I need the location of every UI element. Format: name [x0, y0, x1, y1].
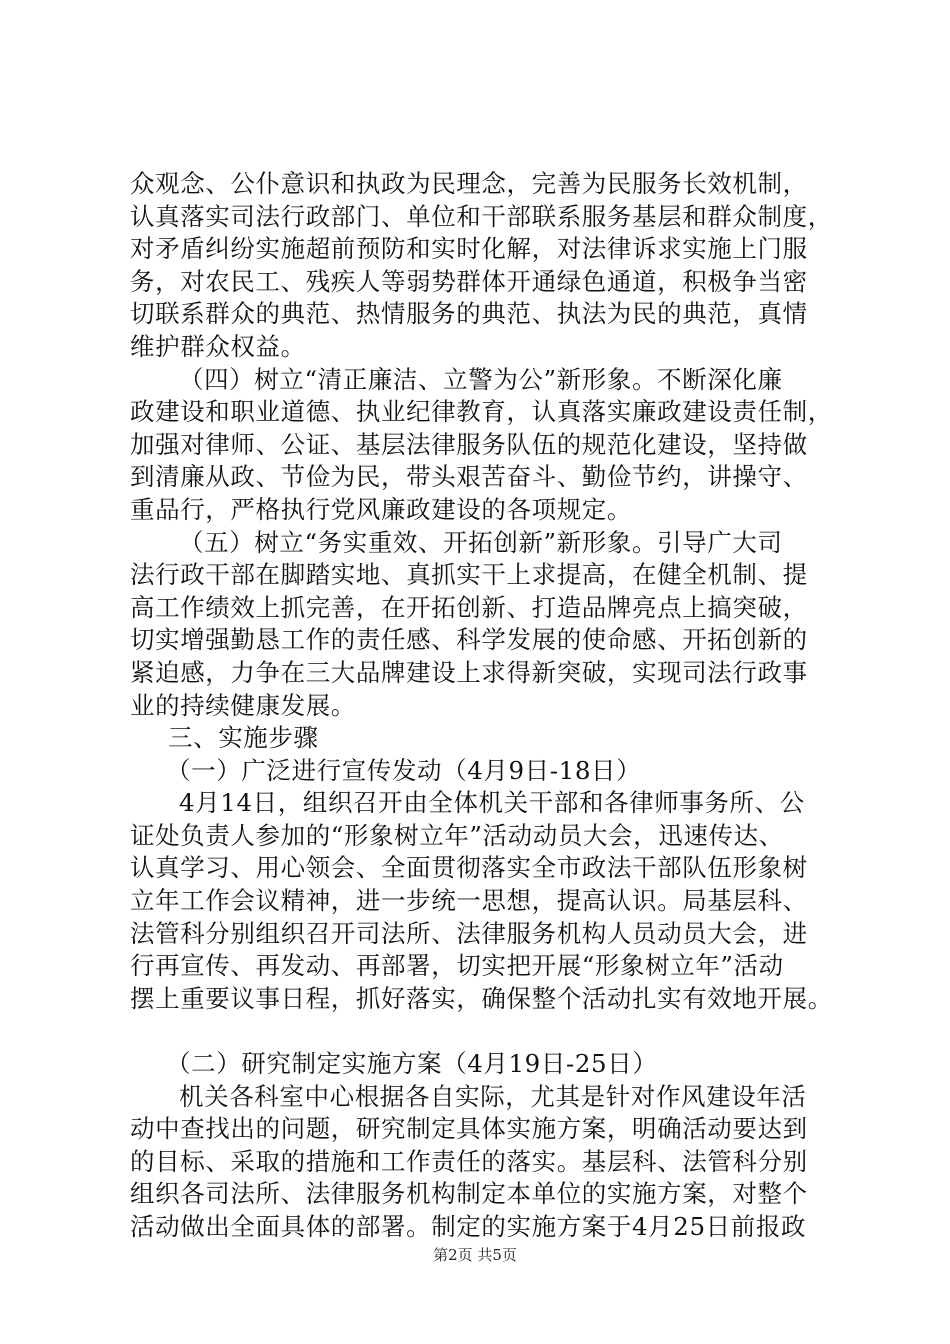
text-line: 立年工作会议精神，进一步统一思想，提高认识。局基层科、 — [130, 886, 808, 916]
text-line: 法行政干部在脚踏实地、真抓实干上求提高，在健全机制、提 — [130, 560, 808, 590]
text-line: 对矛盾纠纷实施超前预防和实时化解，对法律诉求实施上门服 — [130, 234, 808, 264]
text-line: （一）广泛进行宣传发动（4月9日-18日） — [166, 755, 642, 785]
text-line: 众观念、公仆意识和执政为民理念，完善为民服务长效机制， — [130, 169, 808, 198]
text-line: （四）树立“清正廉洁、立警为公”新形象。不断深化廉 — [179, 364, 783, 394]
text-line: 摆上重要议事日程，抓好落实，确保整个活动扎实有效地开展。 — [130, 983, 833, 1013]
text-line: 活动做出全面具体的部署。制定的实施方案于4月25日前报政 — [130, 1212, 807, 1241]
text-line: 到清廉从政、节俭为民，带头艰苦奋斗、勤俭节约，讲操守、 — [130, 462, 808, 492]
text-line: 切联系群众的典范、热情服务的典范、执法为民的典范，真情 — [130, 299, 808, 329]
text-line: 4月14日，组织召开由全体机关干部和各律师事务所、公 — [179, 788, 805, 818]
text-line: （五）树立“务实重效、开拓创新”新形象。引导广大司 — [179, 527, 783, 557]
text-line: 切实增强勤恳工作的责任感、科学发展的使命感、开拓创新的 — [130, 625, 808, 655]
page-footer: 第2页 共5页 — [433, 1246, 517, 1264]
text-line: 的目标、采取的措施和工作责任的落实。基层科、法管科分别 — [130, 1146, 808, 1176]
text-line: 重品行，严格执行党风廉政建设的各项规定。 — [130, 494, 632, 524]
text-line: 维护群众权益。 — [130, 331, 306, 361]
text-line: 业的持续健康发展。 — [130, 690, 356, 720]
text-line: 机关各科室中心根据各自实际，尤其是针对作风建设年活 — [179, 1081, 807, 1111]
text-line: 认真学习、用心领会、全面贯彻落实全市政法干部队伍形象树 — [130, 853, 808, 883]
text-line: 高工作绩效上抓完善，在开拓创新、打造品牌亮点上搞突破， — [130, 592, 808, 622]
text-line: 法管科分别组织召开司法所、法律服务机构人员动员大会，进 — [130, 918, 808, 948]
body-text — [130, 168, 833, 1244]
text-line: 务，对农民工、残疾人等弱势群体开通绿色通道，积极争当密 — [130, 266, 808, 296]
text-line: （二）研究制定实施方案（4月19日-25日） — [166, 1049, 658, 1079]
text-line: 加强对律师、公证、基层法律服务队伍的规范化建设，坚持做 — [130, 429, 808, 459]
blank-line — [130, 1015, 830, 1048]
text-line: 三、实施步骤 — [168, 723, 319, 753]
text-line: 行再宣传、再发动、再部署，切实把开展“形象树立年”活动 — [130, 951, 784, 981]
text-line: 认真落实司法行政部门、单位和干部联系服务基层和群众制度， — [130, 201, 833, 231]
text-line: 政建设和职业道德、执业纪律教育，认真落实廉政建设责任制， — [130, 397, 833, 427]
text-line: 紧迫感，力争在三大品牌建设上求得新突破，实现司法行政事 — [130, 657, 808, 687]
text-line: 动中查找出的问题，研究制定具体实施方案，明确活动要达到 — [130, 1114, 808, 1144]
text-line: 证处负责人参加的“形象树立年”活动动员大会，迅速传达、 — [130, 820, 784, 850]
text-line: 组织各司法所、法律服务机构制定本单位的实施方案，对整个 — [130, 1179, 808, 1209]
